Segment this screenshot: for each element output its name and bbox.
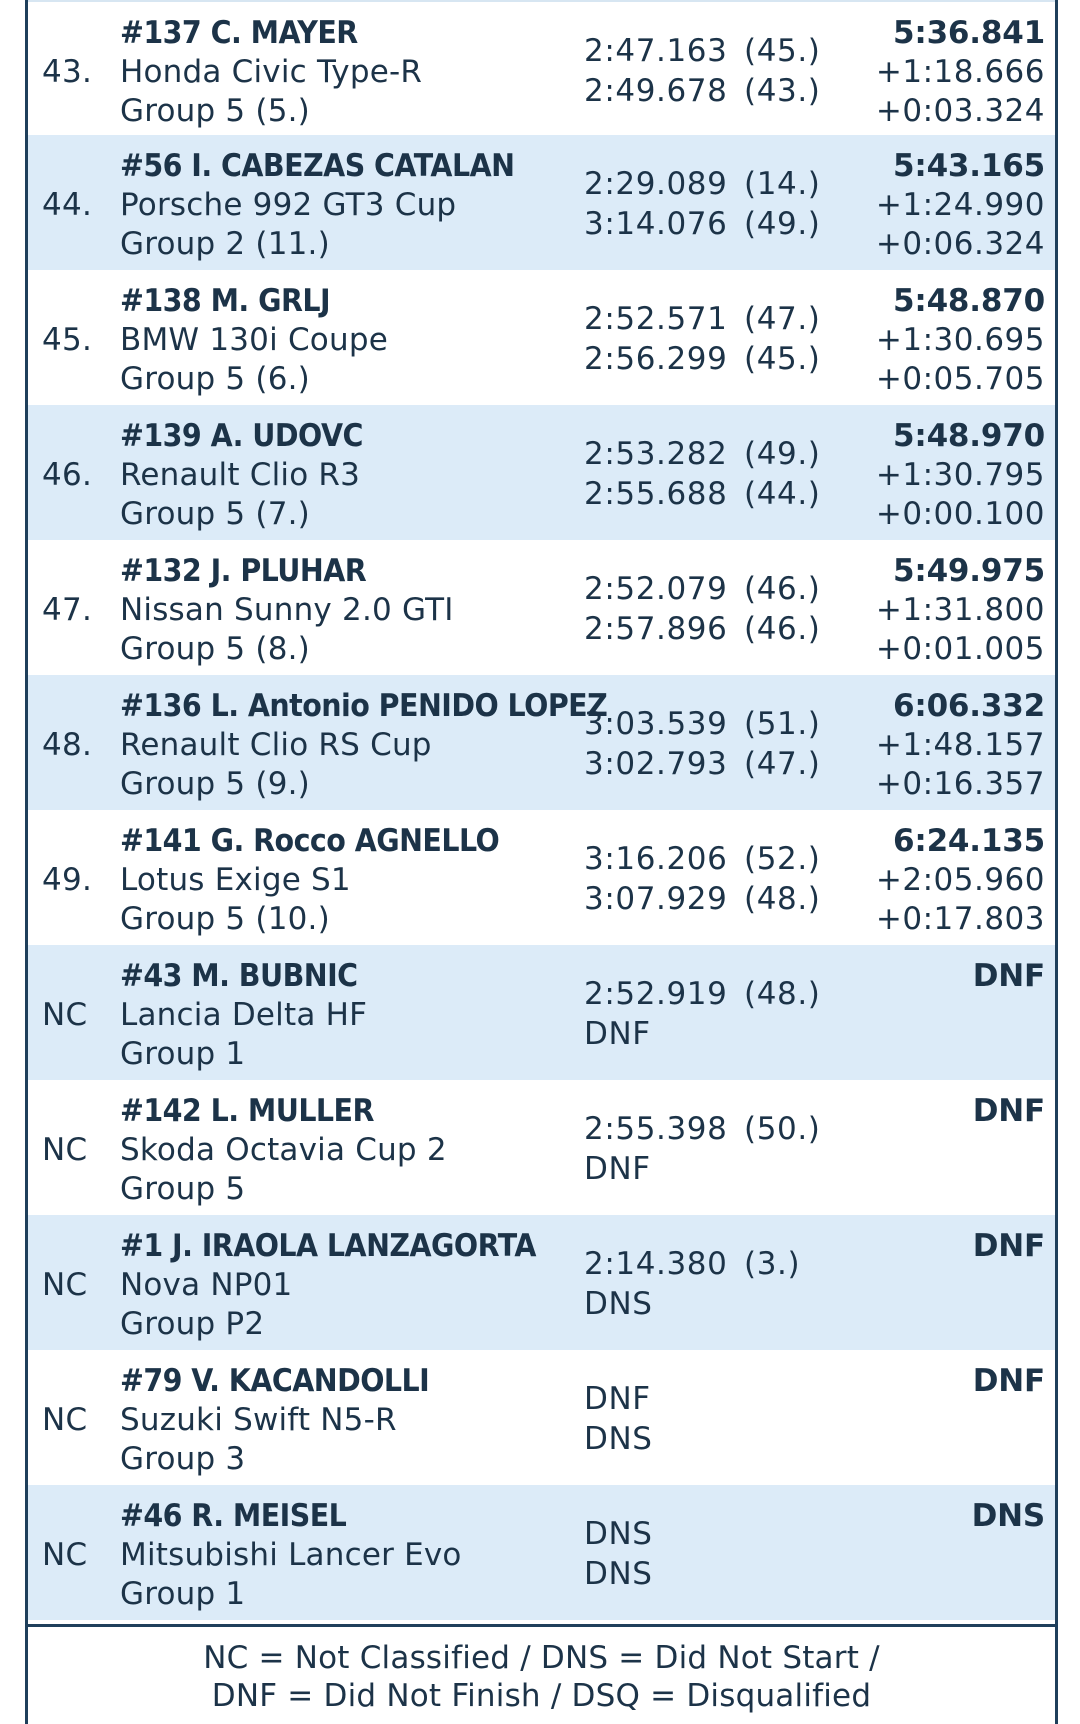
stage-1-cell bbox=[584, 705, 821, 743]
car-model: Porsche 992 GT3 Cup bbox=[120, 187, 457, 223]
gap-to-previous: +0:16.357 bbox=[875, 766, 1045, 802]
position-cell: 48. bbox=[42, 727, 93, 763]
driver-name: #43 M. BUBNIC bbox=[120, 958, 358, 994]
position-cell: 47. bbox=[42, 592, 93, 628]
gap-to-leader: +1:24.990 bbox=[875, 187, 1045, 223]
stage-1-rank: (49.) bbox=[744, 436, 821, 472]
table-row bbox=[28, 945, 1055, 1080]
position-cell: NC bbox=[42, 1537, 88, 1573]
driver-name: #136 L. Antonio PENIDO LOPEZ bbox=[120, 688, 608, 724]
results-sheet bbox=[25, 0, 1058, 1724]
position-cell: 44. bbox=[42, 187, 93, 223]
group-class: Group 5 (7.) bbox=[120, 496, 310, 532]
stage-2-cell bbox=[584, 745, 821, 783]
total-time: 5:49.975 bbox=[893, 553, 1045, 589]
group-class: Group 2 (11.) bbox=[120, 226, 330, 262]
table-row bbox=[28, 810, 1055, 945]
stage-2-cell bbox=[584, 475, 821, 513]
stage-2-cell bbox=[584, 340, 821, 378]
gap-to-leader: +1:18.666 bbox=[875, 54, 1045, 90]
stage-1-cell bbox=[584, 1110, 821, 1148]
stage-2-cell bbox=[584, 205, 821, 243]
stage-2-rank: (49.) bbox=[744, 206, 821, 242]
car-model: Skoda Octavia Cup 2 bbox=[120, 1132, 447, 1168]
legend-line-2: DNF = Did Not Finish / DSQ = Disqualified bbox=[211, 1678, 872, 1714]
stage-1-cell bbox=[584, 1380, 651, 1418]
stage-2-time: 3:07.929 bbox=[584, 881, 728, 917]
stage-1-time: 3:16.206 bbox=[584, 841, 728, 877]
stage-2-time: 2:57.896 bbox=[584, 611, 728, 647]
stage-2-cell bbox=[584, 1555, 653, 1593]
legend-line-1: NC = Not Classified / DNS = Did Not Start / bbox=[203, 1640, 880, 1676]
group-class: Group 5 (6.) bbox=[120, 361, 310, 397]
stage-2-rank: (47.) bbox=[744, 746, 821, 782]
stage-1-rank: (47.) bbox=[744, 301, 821, 337]
stage-2-time: DNS bbox=[584, 1286, 653, 1322]
stage-2-rank: (43.) bbox=[744, 73, 821, 109]
stage-2-cell bbox=[584, 880, 821, 918]
stage-1-cell bbox=[584, 165, 821, 203]
gap-to-leader: +1:30.795 bbox=[875, 457, 1045, 493]
group-class: Group 1 bbox=[120, 1576, 246, 1612]
gap-to-previous: +0:06.324 bbox=[875, 226, 1045, 262]
car-model: Renault Clio RS Cup bbox=[120, 727, 432, 763]
table-row bbox=[28, 135, 1055, 270]
position-cell: NC bbox=[42, 997, 88, 1033]
driver-name: #1 J. IRAOLA LANZAGORTA bbox=[120, 1228, 536, 1264]
position-cell: NC bbox=[42, 1267, 88, 1303]
driver-name: #139 A. UDOVC bbox=[120, 418, 363, 454]
gap-to-previous: +0:01.005 bbox=[875, 631, 1045, 667]
group-class: Group 3 bbox=[120, 1441, 246, 1477]
position-cell: NC bbox=[42, 1402, 88, 1438]
table-row bbox=[28, 675, 1055, 810]
driver-name: #79 V. KACANDOLLI bbox=[120, 1363, 430, 1399]
total-time: DNF bbox=[972, 1228, 1045, 1264]
stage-2-cell bbox=[584, 610, 821, 648]
position-cell: 43. bbox=[42, 54, 93, 90]
table-row bbox=[28, 1350, 1055, 1485]
group-class: Group 5 (9.) bbox=[120, 766, 310, 802]
stage-1-time: 2:47.163 bbox=[584, 33, 728, 69]
stage-2-time: DNF bbox=[584, 1016, 651, 1052]
total-time: 5:48.970 bbox=[893, 418, 1045, 454]
stage-1-cell bbox=[584, 1515, 653, 1553]
stage-2-rank: (48.) bbox=[744, 881, 821, 917]
group-class: Group 5 (8.) bbox=[120, 631, 310, 667]
stage-1-rank: (51.) bbox=[744, 706, 821, 742]
position-cell: NC bbox=[42, 1132, 88, 1168]
driver-name: #56 I. CABEZAS CATALAN bbox=[120, 148, 515, 184]
gap-to-previous: +0:00.100 bbox=[875, 496, 1045, 532]
stage-1-rank: (45.) bbox=[744, 33, 821, 69]
stage-1-time: DNF bbox=[584, 1381, 651, 1417]
stage-1-time: 2:52.919 bbox=[584, 976, 728, 1012]
stage-1-cell bbox=[584, 32, 821, 70]
stage-1-rank: (14.) bbox=[744, 166, 821, 202]
table-row bbox=[28, 1485, 1055, 1620]
stage-1-time: 2:29.089 bbox=[584, 166, 728, 202]
total-time: DNF bbox=[972, 1093, 1045, 1129]
gap-to-previous: +0:05.705 bbox=[875, 361, 1045, 397]
driver-name: #132 J. PLUHAR bbox=[120, 553, 367, 589]
stage-2-cell bbox=[584, 1015, 651, 1053]
stage-2-time: 2:56.299 bbox=[584, 341, 728, 377]
stage-2-cell bbox=[584, 72, 821, 110]
stage-1-rank: (48.) bbox=[744, 976, 821, 1012]
total-time: 6:24.135 bbox=[893, 823, 1045, 859]
gap-to-leader: +2:05.960 bbox=[875, 862, 1045, 898]
gap-to-previous: +0:17.803 bbox=[875, 901, 1045, 937]
stage-2-time: DNF bbox=[584, 1151, 651, 1187]
group-class: Group 5 bbox=[120, 1171, 246, 1207]
total-time: DNF bbox=[972, 1363, 1045, 1399]
group-class: Group P2 bbox=[120, 1306, 265, 1342]
stage-1-time: 2:14.380 bbox=[584, 1246, 728, 1282]
car-model: Honda Civic Type-R bbox=[120, 54, 423, 90]
driver-name: #138 M. GRLJ bbox=[120, 283, 331, 319]
table-bottom-rule bbox=[28, 1624, 1055, 1627]
car-model: Mitsubishi Lancer Evo bbox=[120, 1537, 462, 1573]
position-cell: 49. bbox=[42, 862, 93, 898]
stage-1-cell bbox=[584, 1245, 801, 1283]
car-model: Lotus Exige S1 bbox=[120, 862, 351, 898]
car-model: Lancia Delta HF bbox=[120, 997, 368, 1033]
stage-2-rank: (46.) bbox=[744, 611, 821, 647]
stage-2-rank: (45.) bbox=[744, 341, 821, 377]
stage-2-cell bbox=[584, 1285, 653, 1323]
table-row bbox=[28, 270, 1055, 405]
total-time: 5:48.870 bbox=[893, 283, 1045, 319]
stage-1-cell bbox=[584, 435, 821, 473]
total-time: DNF bbox=[972, 958, 1045, 994]
stage-2-cell bbox=[584, 1150, 651, 1188]
stage-1-time: 2:53.282 bbox=[584, 436, 728, 472]
stage-1-cell bbox=[584, 975, 821, 1013]
stage-1-time: 3:03.539 bbox=[584, 706, 728, 742]
table-row bbox=[28, 405, 1055, 540]
stage-2-time: 2:55.688 bbox=[584, 476, 728, 512]
car-model: Suzuki Swift N5-R bbox=[120, 1402, 397, 1438]
stage-2-cell bbox=[584, 1420, 653, 1458]
stage-1-time: 2:55.398 bbox=[584, 1111, 728, 1147]
gap-to-leader: +1:31.800 bbox=[875, 592, 1045, 628]
driver-name: #137 C. MAYER bbox=[120, 15, 358, 51]
driver-name: #46 R. MEISEL bbox=[120, 1498, 347, 1534]
driver-name: #141 G. Rocco AGNELLO bbox=[120, 823, 500, 859]
position-cell: 45. bbox=[42, 322, 93, 358]
stage-1-time: DNS bbox=[584, 1516, 653, 1552]
driver-name: #142 L. MULLER bbox=[120, 1093, 374, 1129]
car-model: BMW 130i Coupe bbox=[120, 322, 388, 358]
total-time: 5:43.165 bbox=[893, 148, 1045, 184]
car-model: Nissan Sunny 2.0 GTI bbox=[120, 592, 454, 628]
legend bbox=[28, 1639, 1055, 1715]
stage-1-rank: (3.) bbox=[744, 1246, 801, 1282]
table-row bbox=[28, 540, 1055, 675]
table-row bbox=[28, 1080, 1055, 1215]
stage-1-cell bbox=[584, 570, 821, 608]
total-time: 5:36.841 bbox=[893, 15, 1045, 51]
stage-2-time: DNS bbox=[584, 1556, 653, 1592]
car-model: Renault Clio R3 bbox=[120, 457, 361, 493]
stage-1-cell bbox=[584, 840, 821, 878]
total-time: 6:06.332 bbox=[893, 688, 1045, 724]
group-class: Group 5 (10.) bbox=[120, 901, 330, 937]
stage-2-time: 2:49.678 bbox=[584, 73, 728, 109]
stage-1-time: 2:52.571 bbox=[584, 301, 728, 337]
position-cell: 46. bbox=[42, 457, 93, 493]
stage-1-rank: (46.) bbox=[744, 571, 821, 607]
stage-1-time: 2:52.079 bbox=[584, 571, 728, 607]
stage-1-cell bbox=[584, 300, 821, 338]
stage-1-rank: (50.) bbox=[744, 1111, 821, 1147]
stage-1-rank: (52.) bbox=[744, 841, 821, 877]
group-class: Group 5 (5.) bbox=[120, 93, 310, 129]
stage-2-rank: (44.) bbox=[744, 476, 821, 512]
table-row bbox=[28, 1215, 1055, 1350]
total-time: DNS bbox=[971, 1498, 1045, 1534]
group-class: Group 1 bbox=[120, 1036, 246, 1072]
gap-to-leader: +1:48.157 bbox=[875, 727, 1045, 763]
stage-2-time: 3:14.076 bbox=[584, 206, 728, 242]
stage-2-time: DNS bbox=[584, 1421, 653, 1457]
gap-to-previous: +0:03.324 bbox=[875, 93, 1045, 129]
table-row bbox=[28, 0, 1055, 135]
car-model: Nova NP01 bbox=[120, 1267, 293, 1303]
results-table bbox=[28, 0, 1055, 1620]
gap-to-leader: +1:30.695 bbox=[875, 322, 1045, 358]
stage-2-time: 3:02.793 bbox=[584, 746, 728, 782]
